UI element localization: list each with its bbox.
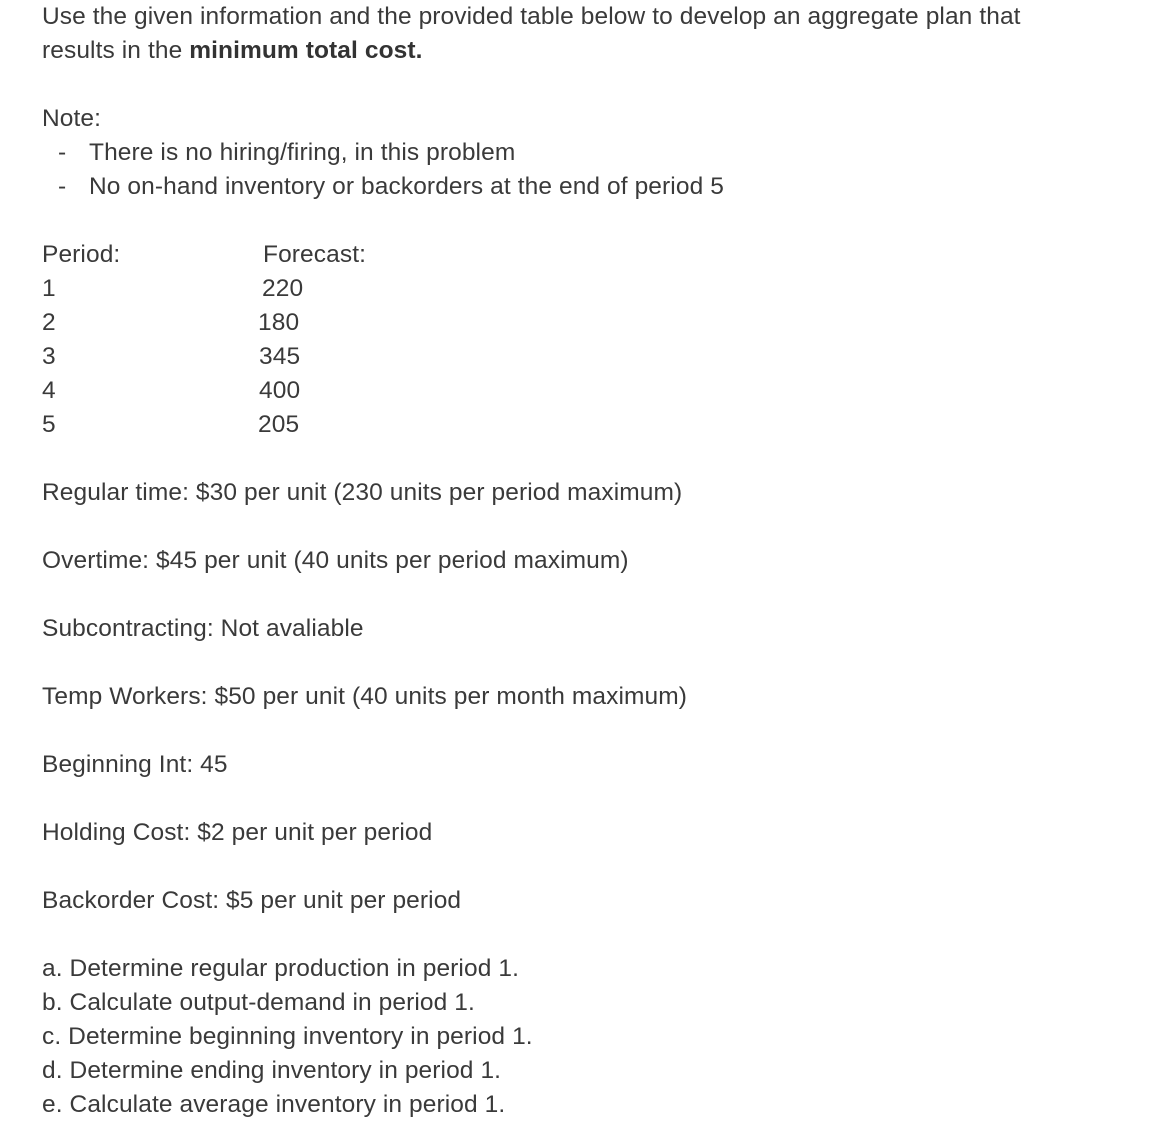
note-title: Note: [42, 105, 102, 132]
forecast-cell: 180 [258, 309, 300, 336]
overtime-info: Overtime: $45 per unit (40 units per period maximum) [42, 547, 629, 574]
note-item-text: No on-hand inventory or backorders at the end of period 5 [89, 173, 724, 200]
period-cell: 2 [42, 309, 56, 336]
table-row [42, 374, 442, 408]
subcontracting-info: Subcontracting: Not avaliable [42, 615, 364, 642]
period-header: Period: [42, 241, 121, 268]
forecast-cell: 205 [258, 411, 300, 438]
question-e: e. Calculate average inventory in period 1. [42, 1091, 506, 1118]
backorder-cost-info: Backorder Cost: $5 per unit per period [42, 887, 462, 914]
period-cell: 1 [42, 275, 56, 302]
forecast-cell: 400 [259, 377, 301, 404]
holding-cost-info: Holding Cost: $2 per unit per period [42, 819, 433, 846]
bullet-dash: - [58, 139, 67, 166]
question-a: a. Determine regular production in period 1. [42, 955, 519, 982]
forecast-cell: 220 [262, 275, 304, 302]
note-item-text: There is no hiring/firing, in this problem [89, 139, 516, 166]
forecast-cell: 345 [259, 343, 301, 370]
table-row [42, 340, 442, 374]
period-cell: 5 [42, 411, 56, 438]
intro-line-2-text: results in the [42, 37, 190, 64]
question-b: b. Calculate output-demand in period 1. [42, 989, 475, 1016]
table-row [42, 272, 442, 306]
table-row [42, 306, 442, 340]
question-d: d. Determine ending inventory in period 1. [42, 1057, 502, 1084]
forecast-table-header [42, 238, 442, 272]
forecast-header: Forecast: [263, 241, 367, 268]
regular-time-info: Regular time: $30 per unit (230 units per period maximum) [42, 479, 683, 506]
intro-line-2 [42, 34, 423, 68]
table-row [42, 408, 442, 442]
period-cell: 4 [42, 377, 56, 404]
intro-line-1: Use the given information and the provided table below to develop an aggregate plan that [42, 3, 1021, 30]
beginning-inventory-info: Beginning Int: 45 [42, 751, 228, 778]
question-c: c. Determine beginning inventory in period 1. [42, 1023, 533, 1050]
note-item [58, 136, 515, 170]
note-item [58, 170, 724, 204]
intro-emphasis: minimum total cost. [189, 37, 423, 64]
temp-workers-info: Temp Workers: $50 per unit (40 units per month maximum) [42, 683, 688, 710]
period-cell: 3 [42, 343, 56, 370]
bullet-dash: - [58, 173, 67, 200]
